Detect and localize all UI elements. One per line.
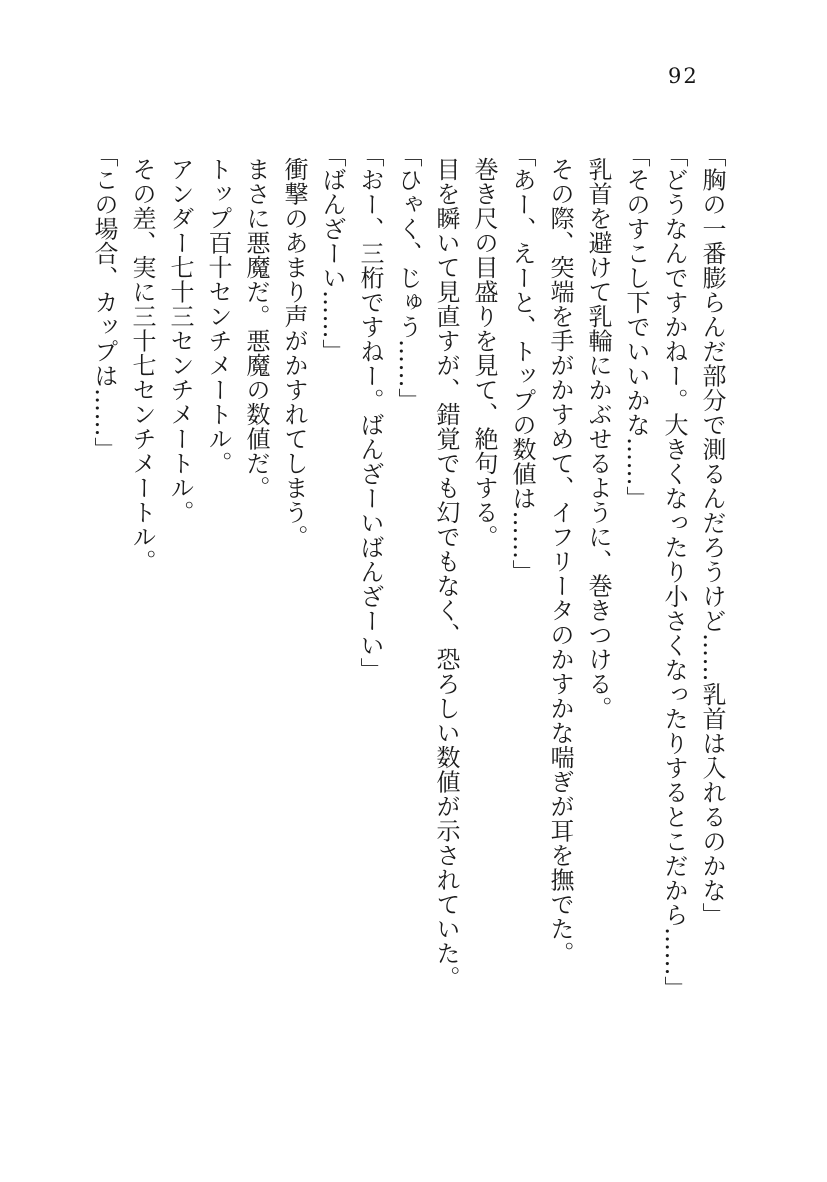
paragraph-line: 乳首を避けて乳輪にかぶせるように、巻きつける。 (584, 157, 612, 721)
paragraph-line: 目を瞬いて見直すが、錯覚でも幻でもなく、恐ろしい数値が示されていた。 (432, 157, 460, 991)
page-number: 92 (668, 64, 699, 88)
paragraph-line: 「胸の一番膨らんだ部分で測るんだろうけど……乳首は入れるのかな」 (698, 143, 726, 927)
paragraph-line: まさに悪魔だ。悪魔の数値だ。 (242, 157, 270, 501)
paragraph-line: 「この場合、カップは……」 (90, 143, 118, 462)
paragraph-line: 衝撃のあまり声がかすれてしまう。 (280, 157, 308, 550)
paragraph-line: その差、実に三十七センチメートル。 (128, 157, 156, 574)
paragraph-line: 「どうなんですかねー。大きくなったり小さくなったりするとこだから……」 (660, 143, 688, 1001)
paragraph-line: その際、突端を手がかすめて、イフリータのかすかな喘ぎが耳を撫でた。 (546, 157, 574, 966)
paragraph-line: 「ひゃく、じゅう……」 (394, 143, 422, 413)
vertical-text-block (85, 143, 731, 1028)
paragraph-line: 「あー、えーと、トップの数値は……」 (508, 143, 536, 584)
paragraph-line: 「ばんざーい……」 (318, 143, 346, 364)
paragraph-line: トップ百十センチメートル。 (204, 157, 232, 476)
paragraph-line: アンダー七十三センチメートル。 (166, 157, 194, 525)
paragraph-line: 「おー、三桁ですねー。ばんざーいばんざーい」 (356, 143, 384, 682)
paragraph-line: 巻き尺の目盛りを見て、絶句する。 (470, 157, 498, 550)
paragraph-line: 「そのすこし下でいいかな……」 (622, 143, 650, 511)
